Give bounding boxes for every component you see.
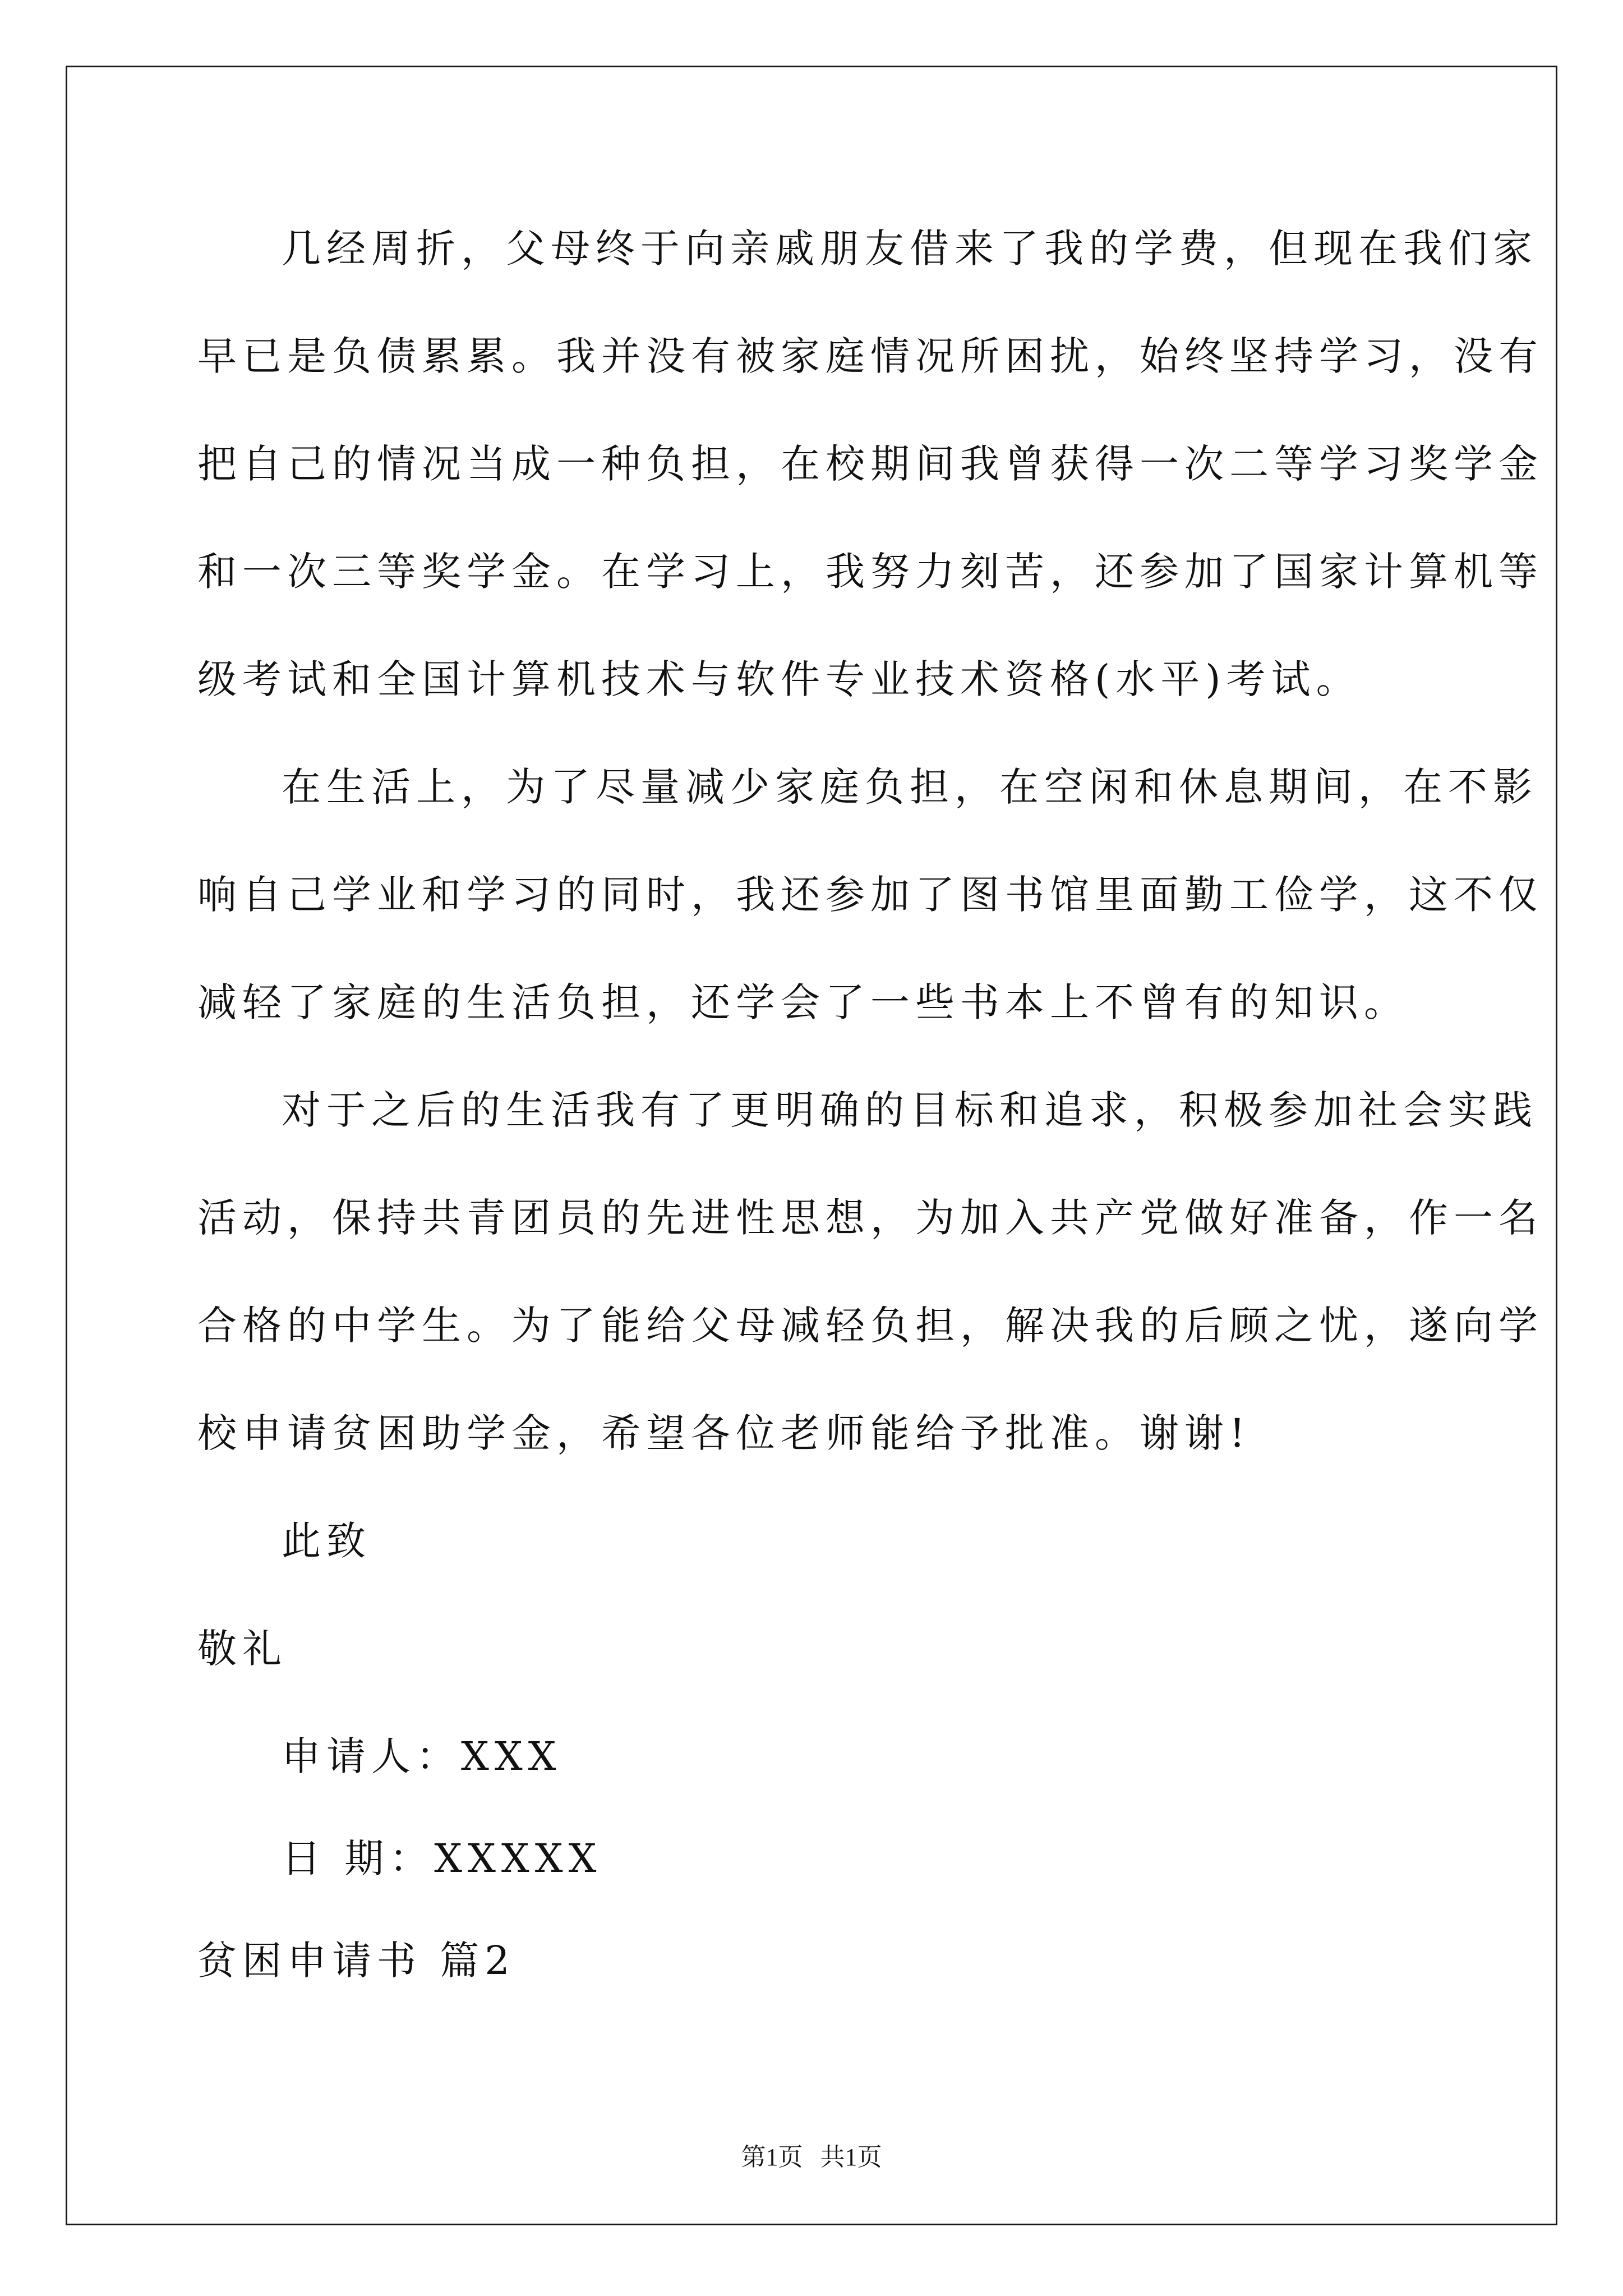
paragraph-3-line-3: 合格的中学生。为了能给父母减轻负担，解决我的后顾之忧，遂向学: [197, 1303, 1543, 1349]
applicant-line: 申请人：XXX: [282, 1733, 562, 1779]
paragraph-1-line-2: 早已是负债累累。我并没有被家庭情况所困扰，始终坚持学习，没有: [197, 333, 1543, 379]
page-border: [66, 66, 1557, 2225]
paragraph-1-line-4: 和一次三等奖学金。在学习上，我努力刻苦，还参加了国家计算机等: [197, 549, 1543, 595]
salute-text: 敬礼: [197, 1626, 287, 1672]
page-number-current: 第1页: [741, 2143, 803, 2171]
closing-text: 此致: [282, 1518, 371, 1564]
paragraph-2-line-3: 减轻了家庭的生活负担，还学会了一些书本上不曾有的知识。: [197, 979, 1409, 1025]
paragraph-3-line-1: 对于之后的生活我有了更明确的目标和追求，积极参加社会实践: [282, 1087, 1538, 1133]
paragraph-3-line-2: 活动，保持共青团员的先进性思想，为加入共产党做好准备，作一名: [197, 1195, 1543, 1241]
next-section-title: 贫困申请书 篇2: [197, 1938, 515, 1984]
date-line: 日 期：XXXXX: [282, 1835, 602, 1881]
page-number-total: 共1页: [820, 2143, 882, 2171]
paragraph-3-line-4: 校申请贫困助学金，希望各位老师能给予批准。谢谢!: [197, 1410, 1251, 1456]
page-footer: [0, 2142, 1623, 2173]
paragraph-1-line-5: 级考试和全国计算机技术与软件专业技术资格(水平)考试。: [197, 656, 1361, 702]
paragraph-2-line-2: 响自己学业和学习的同时，我还参加了图书馆里面勤工俭学，这不仅: [197, 872, 1543, 918]
paragraph-1-line-1: 几经周折，父母终于向亲戚朋友借来了我的学费，但现在我们家: [282, 226, 1538, 272]
paragraph-1-line-3: 把自己的情况当成一种负担，在校期间我曾获得一次二等学习奖学金: [197, 441, 1543, 487]
paragraph-2-line-1: 在生活上，为了尽量减少家庭负担，在空闲和休息期间，在不影: [282, 764, 1538, 810]
